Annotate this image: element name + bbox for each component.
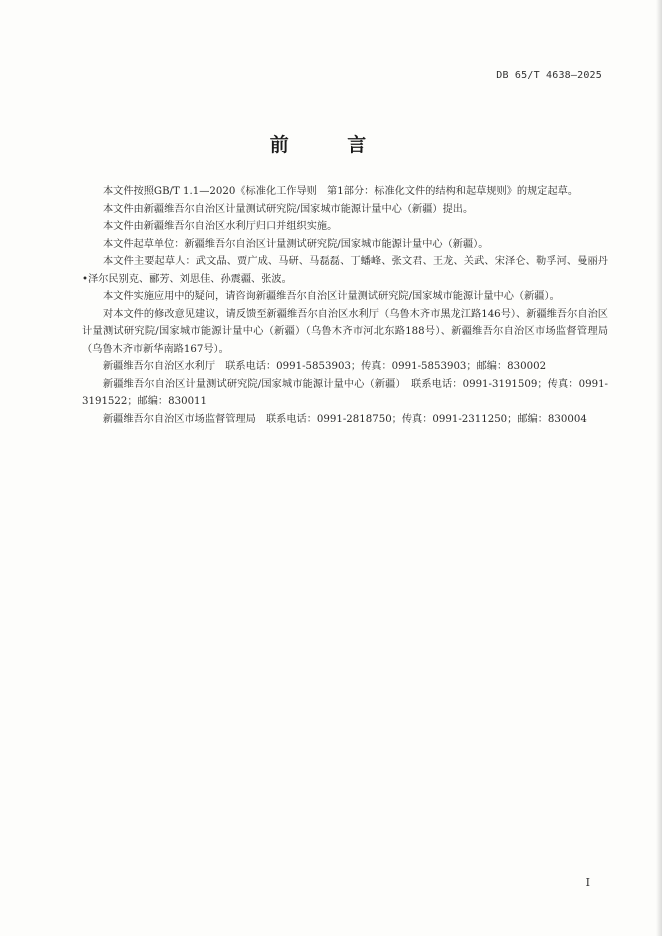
foreword-body	[82, 183, 608, 428]
contact-market-supervision: 新疆维吾尔自治区市场监督管理局 联系电话：0991-2818750；传真：0991-2311250；邮编：830004	[103, 413, 587, 425]
contact-metrology-institute: 新疆维吾尔自治区计量测试研究院/国家城市能源计量中心（新疆） 联系电话：0991-3191509；传真：0991-3191522；邮编：830011	[82, 378, 608, 407]
page-title: 前 言	[269, 134, 393, 156]
paragraph-inquiries: 本文件实施应用中的疑问，请咨询新疆维吾尔自治区计量测试研究院/国家城市能源计量中心（新疆）。	[103, 291, 560, 302]
paragraph-drafting-unit: 本文件起草单位：新疆维吾尔自治区计量测试研究院/国家城市能源计量中心（新疆）。	[103, 238, 489, 250]
paragraph-drafters: 本文件主要起草人：武文晶、贾广成、马研、马磊磊、丁蟠峰、张文君、王龙、关武、宋泽仑、勒孚河、曼丽丹•泽尔民别克、郦芳、刘思佳、孙震疆、张波。	[82, 256, 608, 285]
contact-water-resources: 新疆维吾尔自治区水利厅 联系电话：0991-5853903；传真：0991-5853903；邮编：830002	[103, 361, 547, 372]
paragraph-proposer: 本文件由新疆维吾尔自治区计量测试研究院/国家城市能源计量中心（新疆）提出。	[103, 203, 474, 215]
document-code: DB 65/T 4638—2025	[496, 70, 602, 81]
paragraph-feedback: 对本文件的修改意见建议，请反馈至新疆维吾尔自治区水利厅（乌鲁木齐市黑龙江路146号）、新疆维吾尔自治区计量测试研究院/国家城市能源计量中心（新疆）（乌鲁木齐市河北东路188号）、新疆维吾尔自治区市场监督管理局（乌鲁木齐市新华南路167号）。	[82, 308, 608, 355]
paragraph-administrator: 本文件由新疆维吾尔自治区水利厅归口并组织实施。	[103, 221, 338, 232]
paragraph-drafting-rules: 本文件按照GB/T 1.1—2020《标准化工作导则 第1部分：标准化文件的结构和起草规则》的规定起草。	[103, 186, 579, 197]
page-number: I	[585, 876, 590, 889]
